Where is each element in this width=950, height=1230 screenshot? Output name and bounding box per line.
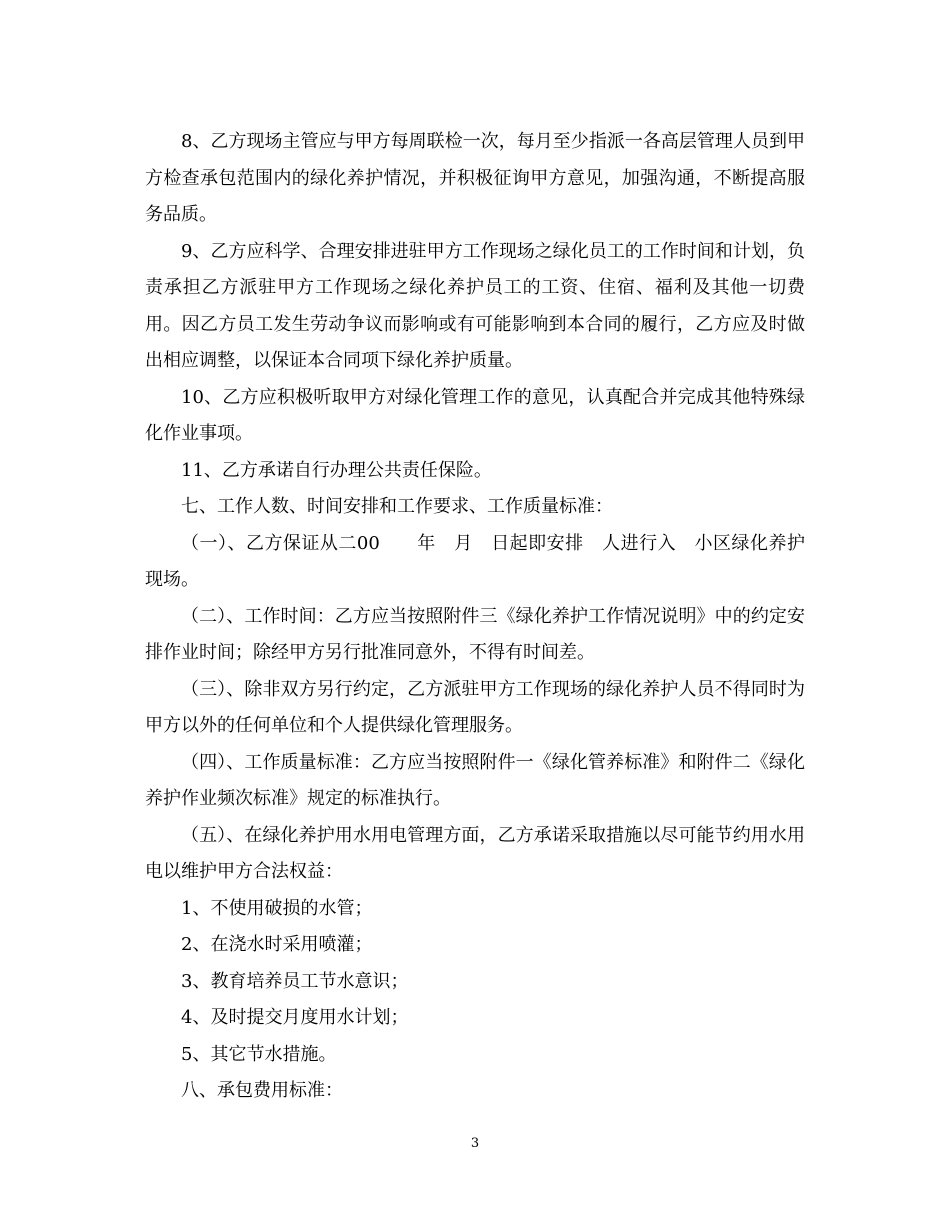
sub-item-1: （一）、乙方保证从二00 年 月 日起即安排 人进行入 小区绿化养护现场。	[145, 532, 805, 590]
sub-item-3: （三）、除非双方另行约定，乙方派驻甲方工作现场的绿化养护人员不得同时为甲方以外的任何单位和个人提供绿化管理服务。	[145, 678, 805, 736]
sub-item-4: （四）、工作质量标准：乙方应当按照附件一《绿化管养标准》和附件二《绿化养护作业频次标准》规定的标准执行。	[145, 751, 805, 809]
section-heading-8: 八、承包费用标准：	[181, 1080, 343, 1101]
list-item-5: 5、其它节水措施。	[181, 1043, 337, 1065]
paragraph-item-11: 11、乙方承诺自行办理公共责任保险。	[181, 459, 492, 481]
paragraph-item-8: 8、乙方现场主管应与甲方每周联检一次，每月至少指派一各高层管理人员到甲方检查承包范围内的绿化养护情况，并积极征询甲方意见，加强沟通，不断提高服务品质。	[145, 131, 805, 225]
sub-item-2: （二）、工作时间：乙方应当按照附件三《绿化养护工作情况说明》中的约定安排作业时间；除经甲方另行批准同意外，不得有时间差。	[145, 605, 805, 663]
paragraph-item-9: 9、乙方应科学、合理安排进驻甲方工作现场之绿化员工的工作时间和计划，负责承担乙方派驻甲方工作现场之绿化养护员工的工资、住宿、福利及其他一切费用。因乙方员工发生劳动争议而影响或有可能影响到本合同的履行，乙方应及时做出相应调整，以保证本合同项下绿化养护质量。	[145, 240, 805, 371]
section-heading-7: 七、工作人数、时间安排和工作要求、工作质量标准：	[181, 496, 613, 517]
list-item-2: 2、在浇水时采用喷灌；	[181, 934, 373, 955]
list-item-4: 4、及时提交月度用水计划；	[181, 1007, 409, 1028]
sub-item-5: （五）、在绿化养护用水用电管理方面，乙方承诺采取措施以尽可能节约用水用电以维护甲方合法权益：	[145, 824, 805, 882]
list-item-1: 1、不使用破损的水管；	[181, 897, 373, 919]
list-item-3: 3、教育培养员工节水意识；	[181, 970, 409, 992]
document-body	[145, 124, 805, 1110]
page-number: 3	[470, 1136, 480, 1151]
paragraph-item-10: 10、乙方应积极听取甲方对绿化管理工作的意见，认真配合并完成其他特殊绿化作业事项。	[145, 386, 805, 444]
